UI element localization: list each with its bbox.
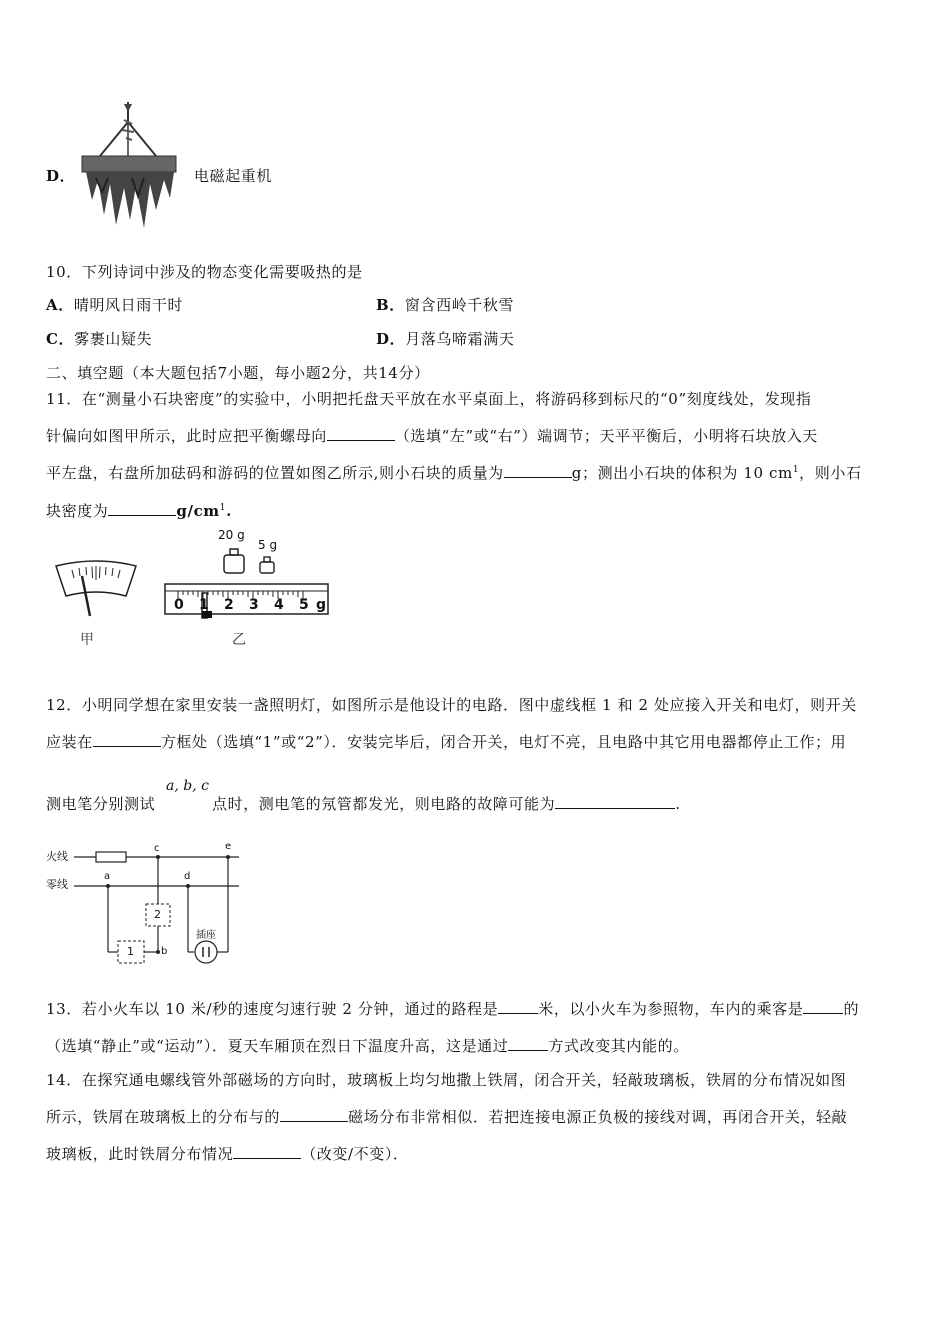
q14-line3a: 玻璃板，此时铁屑分布情况 [46,1145,234,1163]
q11-line4a: 块密度为 [46,502,109,520]
q11-line4b: g/cm [176,502,220,520]
scale-tick-2: 2 [224,597,234,613]
scale-tick-1: 1 [199,597,209,613]
point-e-label: e [225,841,232,852]
q13-line1b: 米，以小火车为参照物，车内的乘客是 [538,1000,804,1018]
weight-icon [258,556,276,574]
weight-icon [222,548,246,574]
q10-option-a-text: 晴明风日雨干时 [73,296,184,314]
answer-blank[interactable] [508,1036,548,1051]
q12-line2a: 应装在 [46,733,93,751]
answer-blank[interactable] [504,463,572,478]
q12-line3c: . [675,795,681,813]
scale-tick-3: 3 [249,597,259,613]
scale-unit: g [316,597,327,613]
q11-line1: 11．在“测量小石块密度”的实验中，小明把托盘天平放在水平桌面上，将游码移到标尺的“0”刻度线处，发现指 [46,390,812,408]
point-c-label: c [154,843,160,854]
q14-line2a: 所示，铁屑在玻璃板上的分布与的 [46,1108,281,1126]
q11-line3b: g；测出小石块的体积为 10 cm [571,464,793,482]
figure-caption-right: 乙 [232,632,246,648]
q11-line2b: （选填“左”或“右”）端调节；天平平衡后，小明将石块放入天 [394,427,818,445]
answer-blank[interactable] [498,999,538,1014]
answer-blank[interactable] [803,999,843,1014]
answer-blank[interactable] [555,794,675,809]
q11-line4c: . [226,502,232,520]
q12-line1: 12．小明同学想在家里安装一盏照明灯，如图所示是他设计的电路．图中虚线框 1 和 2 处应接入开关和电灯，则开关 [46,696,857,714]
q13-line1a: 13．若小火车以 10 米/秒的速度匀速行驶 2 分钟，通过的路程是 [46,1000,499,1018]
q13-line2a: （选填“静止”或“运动”）．夏天车厢顶在烈日下温度升高，这是通过 [46,1037,509,1055]
q10-option-d-label: D． [376,330,406,348]
option-d-text: 电磁起重机 [194,167,273,185]
test-points-variables: a, b, c [166,778,209,794]
q10-option-b-text: 窗含西岭千秋雪 [404,296,515,314]
q13-line1c: 的 [843,1000,860,1018]
q12-line3b: 点时，测电笔的氖管都发光，则电路的故障可能为 [212,795,556,813]
answer-blank[interactable] [93,732,161,747]
q13-line2b: 方式改变其内能的。 [548,1037,689,1055]
box-1-label: 1 [127,945,134,958]
answer-blank[interactable] [233,1144,301,1159]
q11-line3-superscript: 1 [792,465,800,475]
option-d-label: D． [46,167,76,185]
crane-image [72,100,184,232]
neutral-wire-label: 零线 [46,878,68,891]
answer-blank[interactable] [108,501,176,516]
scale-tick-4: 4 [274,597,284,613]
live-wire-label: 火线 [46,850,68,863]
q11-line2a: 针偏向如图甲所示，此时应把平衡螺母向 [46,427,327,445]
q12-line3a: 测电笔分别测试 [46,795,156,813]
q10-stem: 10．下列诗词中涉及的物态变化需要吸热的是 [46,263,363,281]
section-title: 二、填空题（本大题包括7小题，每小题2分，共14分） [46,364,430,382]
balance-pointer-figure [52,558,140,618]
answer-blank[interactable] [327,426,395,441]
q11-line3a: 平左盘，右盘所加砝码和游码的位置如图乙所示,则小石块的质量为 [46,464,504,482]
point-b-label: b [161,946,168,957]
q10-option-c-label: C． [46,330,75,348]
point-d-label: d [184,871,191,882]
q10-option-b-label: B． [376,296,405,314]
circuit-diagram [74,840,244,970]
weight-small-label: 5 g [258,538,278,552]
q10-option-d-text: 月落乌啼霜满天 [405,330,515,348]
point-a-label: a [104,871,111,882]
q14-line2b: 磁场分布非常相似．若把连接电源正负极的接线对调，再闭合开关，轻敲 [348,1108,848,1126]
answer-blank[interactable] [280,1107,348,1122]
figure-caption-left: 甲 [80,632,94,648]
scale-tick-0: 0 [174,597,184,613]
box-2-label: 2 [154,908,161,921]
q10-option-c-text: 雾裹山疑失 [74,330,153,348]
weight-large-label: 20 g [218,528,245,542]
q11-line4-superscript: 1 [219,503,227,513]
socket-label: 插座 [196,930,216,941]
q14-line1: 14．在探究通电螺线管外部磁场的方向时，玻璃板上均匀地撒上铁屑，闭合开关，轻敲玻璃板，铁屑的分布情况如图 [46,1071,847,1089]
q12-line2b: 方框处（选填“1”或“2”）．安装完毕后，闭合开关，电灯不亮，且电路中其它用电器都停止工作；用 [160,733,847,751]
q10-option-a-label: A． [46,296,74,314]
scale-tick-5: 5 [299,597,309,613]
q14-line3b: （改变/不变）． [301,1145,409,1163]
q11-line3c: ，则小石 [799,464,862,482]
